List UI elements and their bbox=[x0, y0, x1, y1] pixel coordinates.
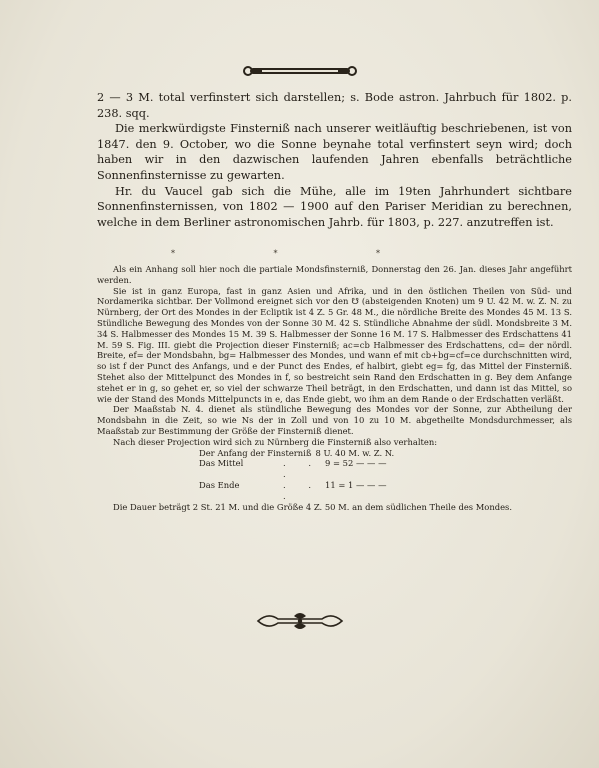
row-dots: . . . bbox=[283, 458, 321, 480]
row-value: 11 = 1 — — — bbox=[325, 479, 387, 490]
appendix-closing: Die Dauer beträgt 2 St. 21 M. und die Größe 4 Z. 50 M. an dem südlichen Theile des Mondes. bbox=[113, 501, 513, 512]
row-label: Der Anfang der Finsterniß bbox=[199, 447, 312, 458]
scroll-ornament-icon bbox=[240, 64, 360, 78]
table-row bbox=[199, 480, 572, 502]
appendix-block bbox=[97, 264, 572, 512]
section-separator: * * * bbox=[170, 249, 429, 258]
row-value: 9 = 52 — — — bbox=[325, 458, 387, 469]
top-ornament bbox=[0, 64, 599, 78]
bottom-ornament bbox=[0, 610, 599, 632]
eclipse-times-table bbox=[97, 448, 572, 502]
appendix-description: Sie ist in ganz Europa, fast in ganz Asien und Afrika, und in den östlichen Theilen von Süd- und Nordamerika sichtbar. Der Vollmond ereignet sich vor den ☋ (absteigenden Knoten) um 9 U. 42 M. w. Z. N. zu Nürnberg, der Ort des Mondes in der Ecliptik ist 4 Z. 5 Gr. 48 M., die nördliche Breite des Mondes 45 M. 13 S. Stündliche Bewegung des Mondes von der Sonne 30 M. 42 S. Stündliche Abnahme der südl. Mondsbreite 3 M. 34 S. Halbmesser des Mondes 15 M. 39 S. Halbmesser der Sonne 16 M. 17 S. Halbmesser des Erdschattens 41 M. 59 S. Fig. III. giebt die Projection dieser Finsterniß; ac=cb Halbmesser des Erdschattens, cd= der nördl. Breite, ef= der Mondsbahn, bg= Halbmesser des Mondes, und wann ef mit cb+bg=cf=ce durchschnitten wird, so ist f der Punct des Anfangs, und e der Punct des Endes, ef halbirt, giebt eg= fg, das Mittel der Finsterniß. Stehet also der Mittelpunct des Mondes in f, so bestreicht sein Rand den Erdschatten in g. Bey dem Anfange stehet er in g, so gehet er, so viel der schwarze Theil beträgt, in den Erdschatten, und dann ist das Mittel, so wie der Stand des Monds Mittelpuncts in e, das Ende giebt, wo ihm an dem Rande o der Erdschatten verläßt. bbox=[97, 285, 572, 404]
paragraph-continuation: 2 — 3 M. total verfinstert sich darstellen; s. Bode astron. Jahrbuch für 1802. p. 238. sqq. bbox=[97, 91, 572, 120]
appendix-intro: Als ein Anhang soll hier noch die partiale Mondsfinsterniß, Donnerstag den 26. Jan. dieses Jahr angeführt werden. bbox=[97, 264, 572, 285]
row-dots: . . . bbox=[283, 479, 321, 501]
row-label: Das Ende bbox=[199, 479, 240, 490]
row-value: 8 U. 40 M. w. Z. N. bbox=[315, 447, 395, 458]
appendix-projection: Nach dieser Projection wird sich zu Nürnberg die Finsterniß also verhalten: bbox=[113, 436, 438, 447]
row-label: Das Mittel bbox=[199, 458, 244, 469]
ribbon-ornament-icon bbox=[254, 610, 346, 632]
table-row bbox=[199, 448, 572, 459]
paragraph-eclipse-1847: Die merkwürdigste Finsterniß nach unserer weitläuftig beschriebenen, ist von 1847. den 9. October, wo die Sonne beynahe total verfinstert seyn wird; doch haben wir in den dazwischen laufenden Jahren ebenfalls beträchtliche Sonnenfinsternisse zu gewarten. bbox=[97, 122, 572, 182]
main-text-block bbox=[97, 90, 572, 230]
paragraph-du-vaucel: Hr. du Vaucel gab sich die Mühe, alle im 19ten Jahrhundert sichtbare Sonnenfinsternissen, von 1802 — 1900 auf den Pariser Meridian zu berechnen, welche in dem Berliner astronomischen Jahrb. für 1803, p. 227. anzutreffen ist. bbox=[97, 184, 572, 229]
appendix-scale: Der Maaßstab N. 4. dienet als stündliche Bewegung des Mondes vor der Sonne, zur Abtheilung der Mondsbahn in die Zeit, so wie Ns der in Zoll und von 10 zu 10 M. abgetheilte Mondsdurchmesser, als Maaßstab zur Bestimmung der Größe der Finsterniß dienet. bbox=[97, 404, 572, 436]
table-row bbox=[199, 458, 572, 480]
